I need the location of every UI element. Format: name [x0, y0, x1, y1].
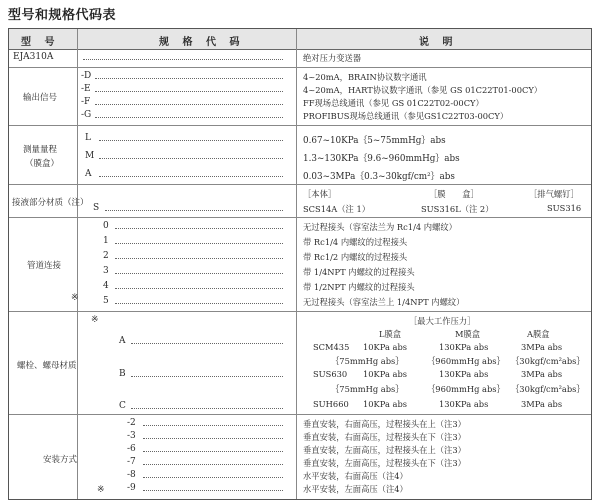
output-code-e: -E — [81, 84, 91, 94]
mount-desc-3: 垂直安装，右面高压，过程接头在下（注3） — [303, 432, 466, 442]
bolt-col-l: L膜盒 — [379, 329, 402, 339]
divider — [9, 311, 591, 312]
material-header-body: ［本体］ — [303, 189, 337, 199]
model-code-table — [8, 28, 592, 500]
bolt-b-l2: ｛75mmHg abs｝ — [331, 384, 404, 394]
mount-desc-2: 垂直安装，右面高压，过程接头在上（注3） — [303, 419, 466, 429]
bolt-b-a: 3MPa abs — [521, 369, 563, 379]
mount-code-2: -2 — [127, 418, 136, 428]
range-desc-a: 0.03~3MPa｛0.3~30kgf/cm²｝abs — [303, 172, 455, 182]
leader-dots — [143, 438, 283, 439]
divider — [9, 125, 591, 126]
bolt-a-l2: ｛75mmHg abs｝ — [331, 356, 404, 366]
divider — [9, 184, 591, 185]
col-divider-2 — [296, 29, 297, 499]
leader-dots — [99, 140, 283, 141]
bolt-label: 螺栓、螺母材质 — [17, 361, 77, 371]
leader-dots — [115, 288, 283, 289]
bolt-c-m: 130KPa abs — [439, 399, 489, 409]
mount-desc-8: 水平安装，右面高压（注4） — [303, 471, 408, 481]
material-header-diaphragm: ［膜 盒］ — [429, 189, 479, 199]
leader-dots — [95, 104, 283, 105]
range-code-a: A — [85, 169, 92, 179]
pipe-desc-0: 无过程接头（容室法兰为 Rc1/4 内螺纹） — [303, 222, 457, 232]
output-desc-g: PROFIBUS现场总线通讯（参见GS1C22T03-00CY） — [303, 111, 509, 121]
material-header-vent: ［排气螺钉］ — [529, 189, 579, 199]
pipe-label: 管道连接 — [27, 261, 62, 271]
output-desc-d: 4~20mA，BRAIN协议数字通讯 — [303, 72, 427, 82]
leader-dots — [95, 78, 283, 79]
bolt-mark: ※ — [91, 315, 99, 325]
bolt-code-a: A — [119, 336, 126, 346]
material-body: SCS14A（注 1） — [303, 204, 371, 214]
leader-dots — [115, 228, 283, 229]
output-desc-f: FF现场总线通讯（参见 GS 01C22T02-00CY） — [303, 98, 484, 108]
bolt-b-m: 130KPa abs — [439, 369, 489, 379]
header-model: 型 号 — [21, 37, 60, 48]
leader-dots — [143, 477, 283, 478]
leader-dots — [143, 425, 283, 426]
leader-dots — [95, 117, 283, 118]
bolt-pressure-header: ［最大工作压力］ — [409, 316, 476, 326]
material-vent: SUS316 — [547, 203, 582, 213]
bolt-b-a2: ｛30kgf/cm²abs｝ — [511, 384, 585, 394]
mount-code-9: -9 — [127, 483, 136, 493]
pipe-code-4: 4 — [103, 281, 109, 291]
bolt-col-m: M膜盒 — [455, 329, 481, 339]
pipe-mark: ※ — [71, 293, 79, 303]
mount-label: 安装方式 — [43, 455, 78, 465]
range-desc-m: 1.3~130KPa｛9.6~960mmHg｝abs — [303, 154, 460, 164]
model-code: EJA310A — [13, 52, 54, 62]
range-code-m: M — [85, 151, 95, 161]
bolt-a-a2: ｛30kgf/cm²abs｝ — [511, 356, 585, 366]
output-desc-e: 4~20mA，HART协议数字通讯（参见 GS 01C22T01-00CY） — [303, 85, 543, 95]
bolt-c-l: 10KPa abs — [363, 399, 408, 409]
material-label: 接液部分材质（注） — [12, 198, 89, 208]
pipe-code-5: 5 — [103, 296, 109, 306]
bolt-a-l: 10KPa abs — [363, 342, 408, 352]
pipe-desc-1: 带 Rc1/4 内螺纹的过程接头 — [303, 237, 408, 247]
output-label: 输出信号 — [23, 93, 58, 103]
leader-dots — [143, 490, 283, 491]
bolt-b-m2: ｛960mmHg abs｝ — [427, 384, 505, 394]
pipe-code-1: 1 — [103, 236, 109, 246]
bolt-col-a: A膜盒 — [527, 329, 550, 339]
leader-dots — [143, 464, 283, 465]
mount-code-3: -3 — [127, 431, 136, 441]
bolt-b-l: 10KPa abs — [363, 369, 408, 379]
leader-dots — [105, 210, 283, 211]
divider — [9, 217, 591, 218]
bolt-code-c: C — [119, 401, 126, 411]
bolt-code-b: B — [119, 369, 126, 379]
leader-dots — [115, 243, 283, 244]
bolt-material-b: SUS630 — [313, 369, 348, 379]
pipe-code-0: 0 — [103, 221, 109, 231]
leader-dots — [99, 176, 283, 177]
range-desc-l: 0.67~10KPa｛5~75mmHg｝abs — [303, 136, 446, 146]
leader-dots — [83, 59, 283, 60]
leader-dots — [143, 451, 283, 452]
divider — [9, 67, 591, 68]
leader-dots — [99, 158, 283, 159]
leader-dots — [131, 343, 283, 344]
mount-code-8: -8 — [127, 470, 136, 480]
material-code: S — [93, 203, 100, 213]
col-divider-1 — [77, 29, 78, 499]
output-code-f: -F — [81, 97, 91, 107]
bolt-a-a: 3MPa abs — [521, 342, 563, 352]
range-label: 测量量程 — [23, 145, 58, 155]
bolt-a-m: 130KPa abs — [439, 342, 489, 352]
header-desc: 说 明 — [419, 37, 458, 48]
page-title: 型号和规格代码表 — [8, 8, 117, 23]
header-spec: 规 格 代 码 — [159, 37, 245, 48]
leader-dots — [115, 258, 283, 259]
material-diaphragm: SUS316L（注 2） — [421, 204, 494, 214]
leader-dots — [131, 376, 283, 377]
mount-desc-6: 垂直安装，左面高压，过程接头在上（注3） — [303, 445, 466, 455]
bolt-c-a: 3MPa abs — [521, 399, 563, 409]
range-code-l: L — [85, 133, 91, 143]
leader-dots — [95, 91, 283, 92]
pipe-desc-3: 带 1/4NPT 内螺纹的过程接头 — [303, 267, 415, 277]
leader-dots — [131, 408, 283, 409]
table-header — [9, 29, 591, 50]
mount-code-7: -7 — [127, 457, 136, 467]
bolt-material-a: SCM435 — [313, 342, 350, 352]
pipe-desc-5: 无过程接头（容室法兰上 1/4NPT 内螺纹） — [303, 297, 465, 307]
bolt-a-m2: ｛960mmHg abs｝ — [427, 356, 505, 366]
range-sublabel: （膜盒） — [25, 159, 60, 169]
output-code-d: -D — [81, 71, 92, 81]
mount-desc-9: 水平安装，左面高压（注4） — [303, 484, 408, 494]
mount-desc-7: 垂直安装，左面高压，过程接头在下（注3） — [303, 458, 466, 468]
leader-dots — [115, 273, 283, 274]
output-code-g: -G — [81, 110, 92, 120]
bolt-material-c: SUH660 — [313, 399, 349, 409]
pipe-code-3: 3 — [103, 266, 109, 276]
divider — [9, 414, 591, 415]
mount-mark: ※ — [97, 485, 105, 495]
pipe-code-2: 2 — [103, 251, 109, 261]
mount-code-6: -6 — [127, 444, 136, 454]
model-desc: 绝对压力变送器 — [303, 53, 362, 63]
pipe-desc-4: 带 1/2NPT 内螺纹的过程接头 — [303, 282, 415, 292]
pipe-desc-2: 带 Rc1/2 内螺纹的过程接头 — [303, 252, 408, 262]
leader-dots — [115, 303, 283, 304]
